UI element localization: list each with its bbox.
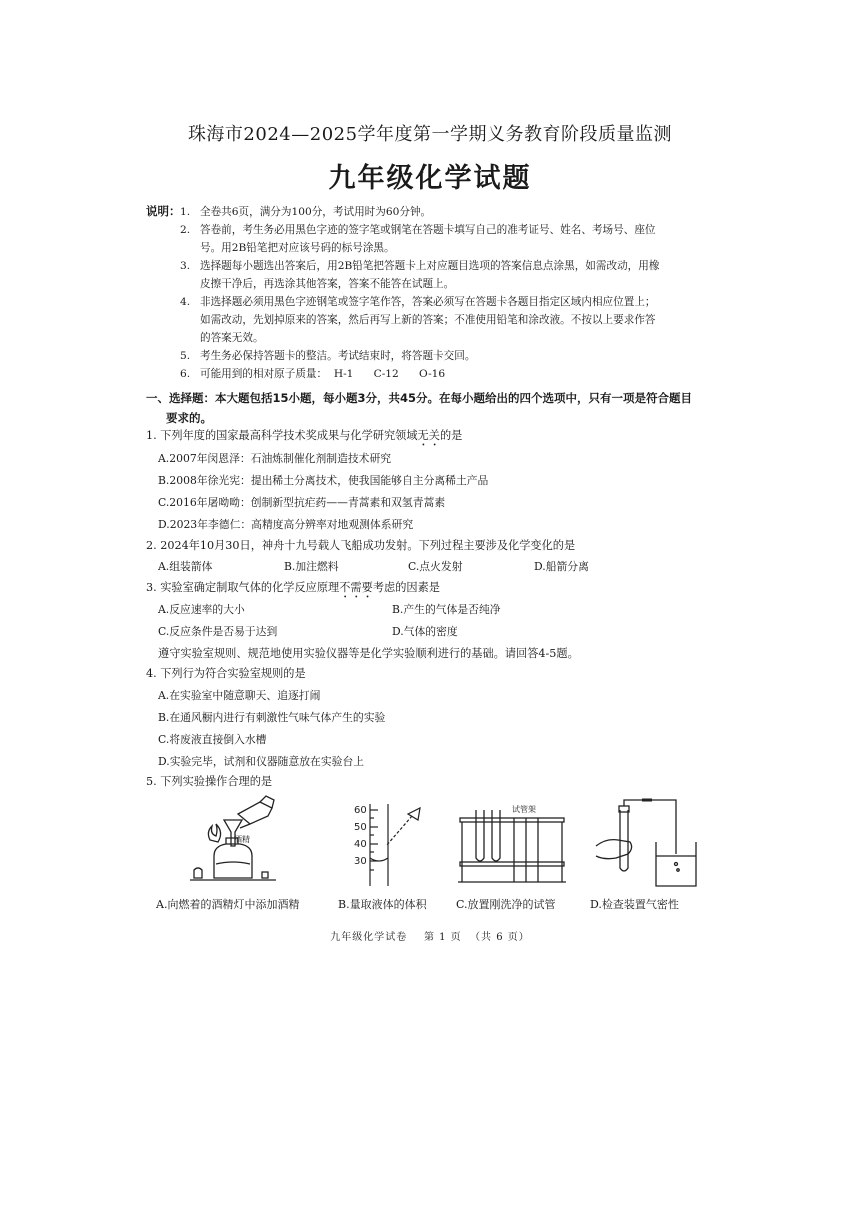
note-text: 号。用2B铅笔把对应该号码的标号涂黑。	[200, 242, 395, 254]
note-num: 4.	[180, 296, 191, 308]
q2-option-d: D.船箭分离	[534, 560, 589, 573]
note-item-1	[180, 203, 700, 221]
figure-airtightness-check	[590, 798, 700, 892]
question-5-stem: 5. 下列实验操作合理的是	[146, 775, 273, 788]
q3-option-d: D.气体的密度	[392, 625, 458, 638]
note-item-4	[180, 293, 700, 347]
note-text: 如需改动，先划掉原来的答案，然后再写上新的答案；不准使用铅笔和涂改液。不按以上要求作答	[200, 314, 656, 326]
note-num: 1.	[180, 206, 191, 218]
note-text: 非选择题必须用黑色字迹钢笔或签字笔作答，答案必须写在答题卡各题目指定区域内相应位置上；	[200, 296, 656, 308]
question-2-stem: 2. 2024年10月30日，神舟十九号载人飞船成功发射。下列过程主要涉及化学变化的是	[146, 539, 576, 552]
section-heading	[146, 388, 706, 428]
q1-option-d: D.2023年李德仁：高精度高分辨率对地观测体系研究	[158, 518, 414, 531]
question-4-stem: 4. 下列行为符合实验室规则的是	[146, 667, 306, 680]
q2-option-a: A.组装箭体	[158, 560, 213, 573]
q2-option-b: B.加注燃料	[284, 560, 339, 573]
note-item-6	[180, 365, 700, 383]
q1-option-c: C.2016年屠呦呦：创制新型抗疟药——青蒿素和双氢青蒿素	[158, 496, 446, 509]
note-num: 5.	[180, 350, 191, 362]
figure-test-tube-rack	[454, 800, 570, 890]
caption-a: A.向燃着的酒精灯中添加酒精	[156, 898, 300, 911]
group-intro: 遵守实验室规则、规范地使用实验仪器等是化学实验顺利进行的基础。请回答4-5题。	[158, 647, 579, 660]
q2-option-c: C.点火发射	[408, 560, 463, 573]
q3-option-c: C.反应条件是否易于达到	[158, 625, 278, 638]
q4-option-b: B.在通风橱内进行有刺激性气味气体产生的实验	[158, 711, 386, 724]
question-3-stem: 3. 实验室确定制取气体的化学反应原理不需要考虑的因素是	[146, 581, 440, 594]
figure-alcohol-lamp	[180, 794, 290, 890]
q4-option-d: D.实验完毕，试剂和仪器随意放在实验台上	[158, 755, 365, 768]
note-item-2	[180, 221, 700, 257]
tick-label: 30	[354, 856, 367, 867]
caption-d: D.检查装置气密性	[590, 898, 679, 911]
exam-title: 九年级化学试题	[328, 163, 532, 194]
section-heading-line2: 要求的。	[166, 411, 212, 425]
q4-option-a: A.在实验室中随意聊天、追逐打闹	[158, 689, 321, 702]
note-item-3	[180, 257, 700, 293]
q3-option-b: B.产生的气体是否纯净	[392, 603, 501, 616]
figure-graduated-cylinder	[340, 800, 432, 890]
caption-c: C.放置刚洗净的试管	[456, 898, 556, 911]
note-text: 的答案无效。	[200, 332, 264, 344]
tick-label: 40	[354, 839, 367, 850]
note-text: 全卷共6页，满分为100分，考试用时为60分钟。	[200, 206, 432, 218]
emphasis-text: 无关	[417, 429, 440, 442]
note-num: 3.	[180, 260, 191, 272]
notes-label: 说明：	[146, 204, 181, 218]
note-text: 皮擦干净后，再选涂其他答案，答案不能答在试题上。	[200, 278, 455, 290]
q1-option-b: B.2008年徐光宪：提出稀土分离技术，使我国能够自主分离稀土产品	[158, 474, 489, 487]
note-num: 6.	[180, 368, 191, 380]
tick-label: 60	[354, 805, 367, 816]
q1-option-a: A.2007年闵恩泽：石油炼制催化剂制造技术研究	[158, 452, 392, 465]
note-item-5	[180, 347, 700, 365]
figure-label-alcohol: 酒精	[234, 835, 250, 844]
note-num: 2.	[180, 224, 191, 236]
exam-subtitle: 珠海市2024—2025学年度第一学期义务教育阶段质量监测	[187, 124, 673, 145]
figure-label-rack: 试管架	[512, 805, 536, 814]
note-text: 考生务必保持答题卡的整洁。考试结束时，将答题卡交回。	[200, 350, 476, 362]
section-heading-line1: 一、选择题：本大题包括15小题，每小题3分，共45分。在每小题给出的四个选项中，只有一项是符合题目	[146, 391, 693, 405]
emphasis-text: 不需要	[339, 581, 373, 594]
note-text: 选择题每小题选出答案后，用2B铅笔把答题卡上对应题目选项的答案信息点涂黑，如需改动，用橡	[200, 260, 660, 272]
note-text: 可能用到的相对原子质量： H-1 C-12 O-16	[200, 368, 446, 380]
caption-b: B.量取液体的体积	[338, 898, 427, 911]
question-1-stem: 1. 下列年度的国家最高科学技术奖成果与化学研究领域无关的是	[146, 429, 463, 442]
page-footer: 九年级化学试卷 第 1 页 （共 6 页）	[330, 932, 530, 943]
tick-label: 50	[354, 822, 367, 833]
q4-option-c: C.将废液直接倒入水槽	[158, 733, 267, 746]
q3-option-a: A.反应速率的大小	[158, 603, 245, 616]
note-text: 答卷前，考生务必用黑色字迹的签字笔或钢笔在答题卡填写自己的准考证号、姓名、考场号、座位	[200, 224, 656, 236]
